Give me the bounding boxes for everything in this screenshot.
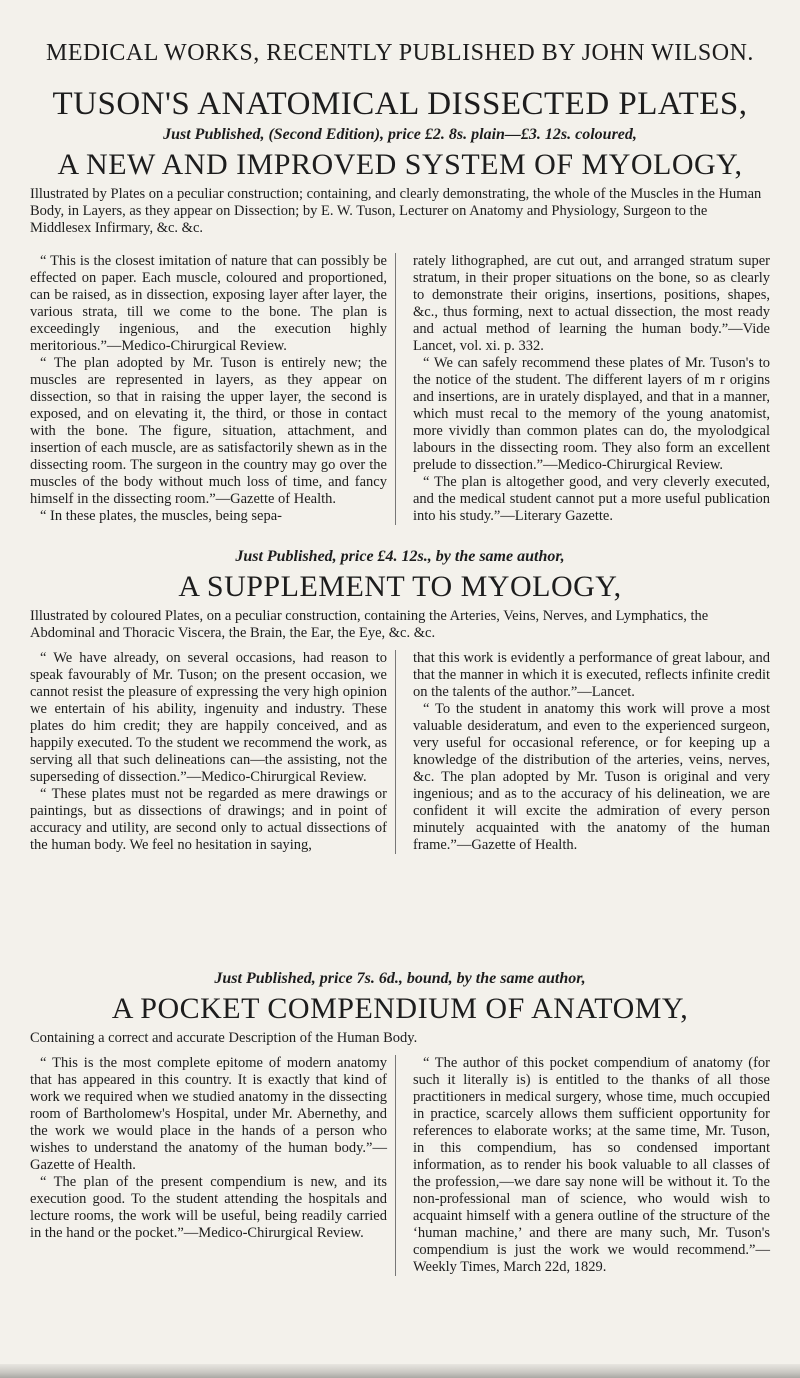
section1-heading: A NEW AND IMPROVED SYSTEM OF MYOLOGY, — [57, 148, 743, 181]
review-paragraph: “ This is the closest imitation of nature that can possibly be effected on paper. Each muscle, coloured and proportioned, can be raised, as in dissection, exposing layer after layer, the various strata, till we come to the bone. The plan is exceedingly ingenious, and the execution highly meritorious.”—Medico-Chirurgical Review. — [30, 253, 387, 354]
section3-columns — [30, 1055, 770, 1276]
header-line: MEDICAL WORKS, RECENTLY PUBLISHED BY JOHN WILSON. — [46, 40, 754, 66]
section2-description: Illustrated by coloured Plates, on a peculiar construction, containing the Arteries, Veins, Nerves, and Lymphatics, the Abdominal and Thoracic Viscera, the Brain, the Ear, the Eye, &c. &c. — [30, 608, 709, 641]
section1-columns — [30, 253, 770, 525]
review-paragraph: “ These plates must not be regarded as mere drawings or paintings, but as dissections of drawings; and in point of accuracy and utility, are second only to actual dissections of the human body. We feel no hesitation in saying, — [30, 786, 387, 853]
section3-heading: A POCKET COMPENDIUM OF ANATOMY, — [111, 992, 689, 1025]
section3-right-column — [413, 1055, 770, 1276]
section1-right-column — [413, 253, 770, 525]
review-paragraph: “ To the student in anatomy this work will prove a most valuable desideratum, and even to the experienced surgeon, very useful for occasional reference, or for keeping up a knowledge of the distribution of the arteries, veins, nerves, &c. The plan adopted by Mr. Tuson is original and very ingenious; and as to the accuracy of his delineation, we are confident it will excite the admiration of every person minutely acquainted with the anatomy of the human frame.”—Gazette of Health. — [413, 701, 770, 853]
section3-price-line: Just Published, price 7s. 6d., bound, by the same author, — [214, 970, 586, 987]
section1-price-line: Just Published, (Second Edition), price £2. 8s. plain—£3. 12s. coloured, — [163, 126, 637, 143]
review-paragraph: “ In these plates, the muscles, being sepa- — [40, 508, 282, 524]
section-supplement — [30, 548, 770, 854]
review-paragraph: “ The author of this pocket compendium of anatomy (for such it literally is) is entitled to the thanks of all those practitioners in medical surgery, whose time, much occupied in practice, scarcely allows them sufficient opportunity for references to elaborate works; at the same time, Mr. Tuson, in this compendium, has so condensed important information, as to render his book valuable to all classes of the profession,—we dare say none will be without it. To the non-professional man of science, who would wish to acquaint himself with a genera outline of the structure of the ‘human machine,’ and there are many such, Mr. Tuson's compendium is just the work we would recommend.”—Weekly Times, March 22d, 1829. — [413, 1055, 770, 1275]
section-tuson-plates — [30, 88, 770, 525]
section3-description: Containing a correct and accurate Description of the Human Body. — [30, 1030, 418, 1046]
review-paragraph: “ We have already, on several occasions, had reason to speak favourably of Mr. Tuson; on the present occasion, we cannot resist the pleasure of expressing the very high opinion we entertain of his ability, ingenuity and industry. These plates do him credit; they are happily conceived, and as happily executed. To the student we recommend the work, as serving all that such delineations can—the assisting, not the superseding of dissection.”—Medico-Chirurgical Review. — [30, 650, 387, 785]
review-paragraph: “ This is the most complete epitome of modern anatomy that has appeared in this country. It is exactly that kind of work we required when we studied anatomy in the dissecting room of Bartholomew's Hospital, under Mr. Abernethy, and the work we would place in the hands of a person who wishes to understand the anatomy of the human body.”—Gazette of Health. — [30, 1055, 387, 1173]
review-paragraph: “ The plan is altogether good, and very cleverly executed, and the medical student cannot put a more useful publication into his study.”—Literary Gazette. — [413, 474, 770, 524]
page-header — [0, 40, 800, 67]
review-paragraph: that this work is evidently a performance of great labour, and that the manner in which it is executed, reflects infinite credit on the talents of the author.”—Lancet. — [413, 650, 770, 700]
review-paragraph: rately lithographed, are cut out, and arranged stratum super stratum, in their proper situations on the bone, so as clearly to demonstrate their origins, insertions, positions, shapes, &c., thus forming, next to actual dissection, the most ready and actual method of learning the human body.”—Vide Lancet, vol. xi. p. 332. — [413, 253, 770, 354]
review-paragraph: “ The plan adopted by Mr. Tuson is entirely new; the muscles are represented in layers, as they appear on dissection, so that in raising the upper layer, the second is exposed, and on elevating it, the third, or those in contact with the bone. The figure, situation, attachment, and insertion of each muscle, are as satisfactorily shewn as in the dissecting room. The surgeon in the country may go over the muscles of the body without much loss of time, and fancy himself in the dissecting room.”—Gazette of Health. — [30, 355, 387, 507]
section2-left-column — [30, 650, 396, 854]
section2-right-column — [413, 650, 770, 854]
section2-price-line: Just Published, price £4. 12s., by the same author, — [235, 548, 565, 565]
section1-left-column — [30, 253, 396, 525]
section2-columns — [30, 650, 770, 854]
review-paragraph: “ The plan of the present compendium is new, and its execution good. To the student attending the hospitals and lecture rooms, the work will be useful, being readily carried in the hand or the pocket.”—Medico-Chirurgical Review. — [30, 1174, 387, 1241]
page-bottom-edge — [0, 1364, 800, 1378]
section1-title: TUSON'S ANATOMICAL DISSECTED PLATES, — [52, 86, 748, 122]
section2-heading: A SUPPLEMENT TO MYOLOGY, — [178, 570, 622, 603]
section3-left-column — [30, 1055, 396, 1276]
review-paragraph: “ We can safely recommend these plates of Mr. Tuson's to the notice of the student. The different layers of m r origins and insertions, are in urately displayed, and that in a manner, which must recal to the memory of the young anatomist, more vividly than common plates can do, the myolodgical labours in the dissecting room. They also form an excellent prelude to dissection.”—Medico-Chirurgical Review. — [413, 355, 770, 473]
section-pocket-compendium — [30, 970, 770, 1276]
section1-description: Illustrated by Plates on a peculiar construction; containing, and clearly demonstrating, the whole of the Muscles in the Human Body, in Layers, as they appear on Dissection; by E. W. Tuson, Lecturer on Anatomy and Physiology, Surgeon to the Middlesex Infirmary, &c. &c. — [30, 186, 762, 236]
